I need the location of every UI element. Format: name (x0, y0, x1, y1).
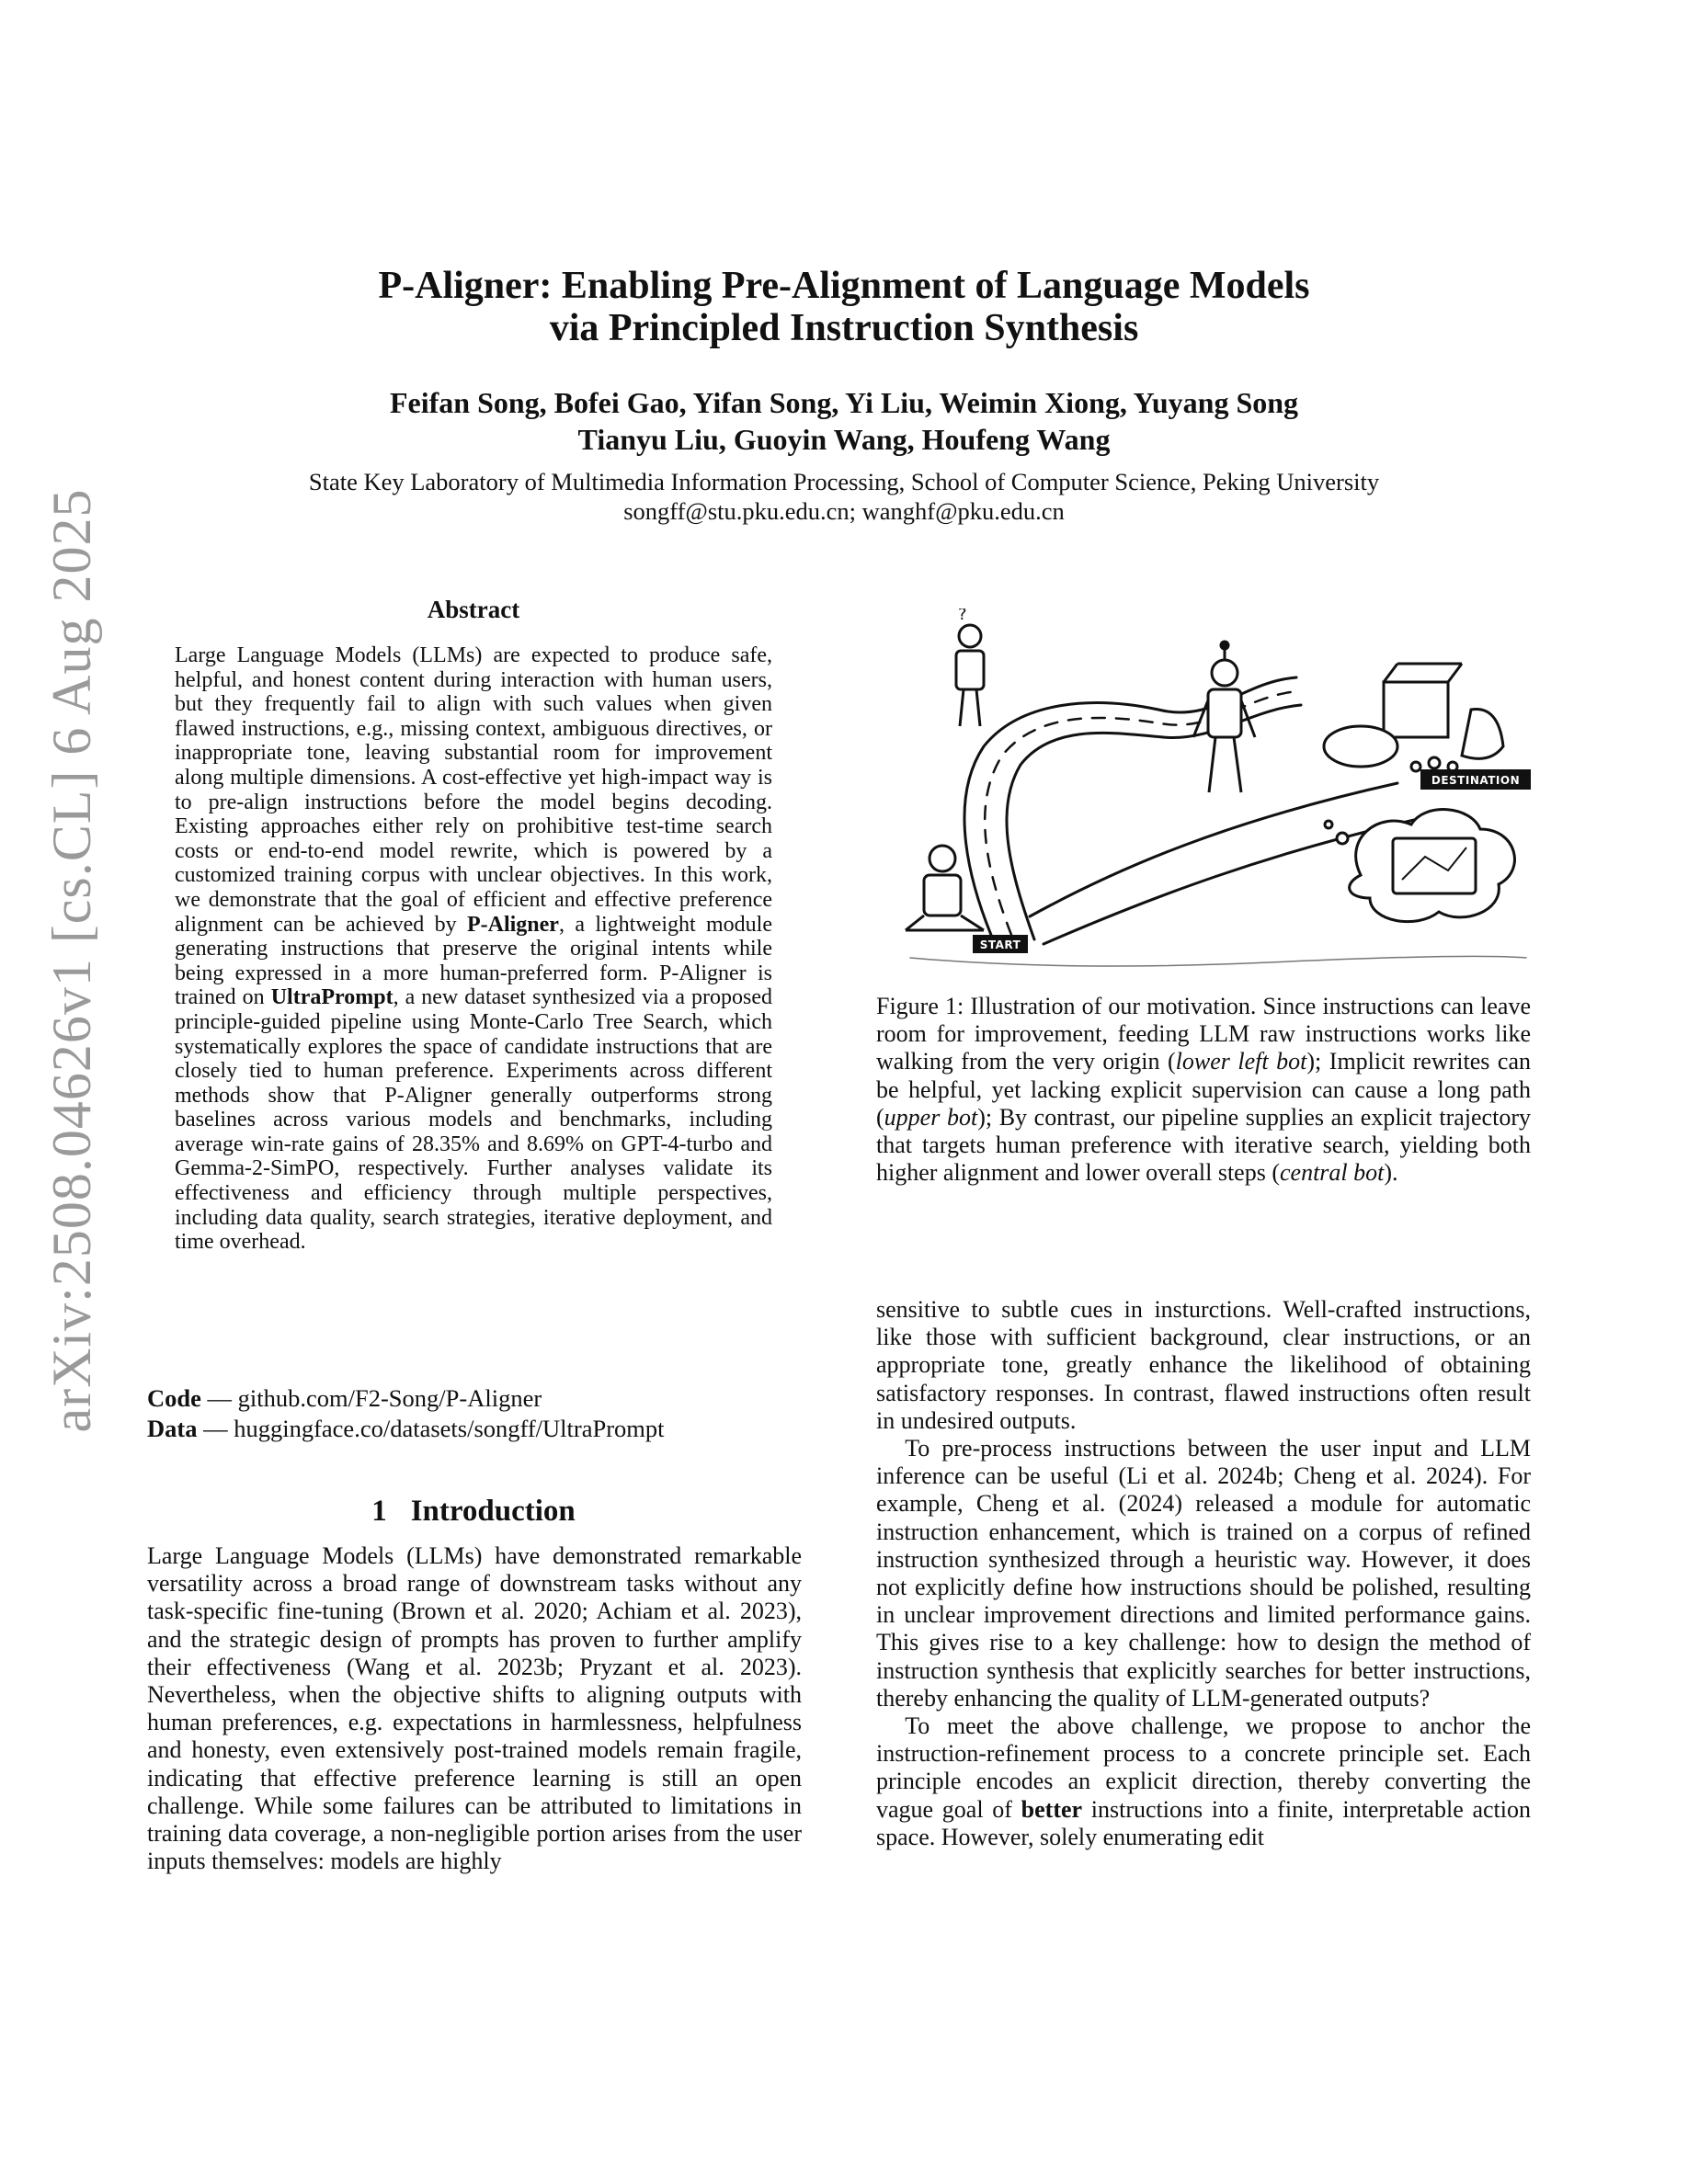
right-paragraph-1: sensitive to subtle cues in insturctions. Well-crafted instructions, like those with sufficient background, clear instructions, or an appropriate tone, greatly enhance the likelihood of obtaining satisfactory responses. In contrast, flawed instructions often result in undesired outputs. (876, 1296, 1531, 1434)
resource-links (147, 1383, 809, 1444)
abstract-text-3: , a new dataset synthesized via a proposed principle-guided pipeline using Monte-Carlo Tree Search, which systematically explores the space of candidate instructions that are closely tied to human preference. Experiments across different methods show that P-Aligner generally outperforms strong baselines across various models and benchmarks, including average win-rate gains of 28.35% and 8.69% on GPT-4-turbo and Gemma-2-SimPO, respectively. Further analyses validate its effectiveness and efficiency through multiple perspectives, including data quality, search strategies, iterative deployment, and time overhead. (175, 985, 772, 1255)
destination-label (1420, 769, 1531, 790)
authors-line-1: Feifan Song, Bofei Gao, Yifan Song, Yi Liu, Weimin Xiong, Yuyang Song (389, 386, 1299, 419)
abstract-body (175, 643, 772, 1255)
upper-robot (956, 609, 984, 726)
right-p3-text-c: instructions into a finite, interpretable action space. However, solely enumerating edit (876, 1795, 1531, 1850)
code-label: Code (147, 1384, 201, 1412)
arxiv-id: arXiv:2508.04626v1 [cs.CL] 6 Aug 2025 (41, 488, 102, 1433)
data-link-row[interactable] (147, 1414, 809, 1444)
arxiv-stamp (41, 488, 102, 1433)
caption-italic-central: central bot (1279, 1159, 1385, 1187)
map-thought-cloud (1325, 810, 1514, 922)
data-url[interactable]: — huggingface.co/datasets/songff/UltraPrompt (197, 1415, 665, 1442)
figure-1-illustration (883, 609, 1534, 974)
code-link-row[interactable] (147, 1383, 809, 1414)
lower-left-robot (906, 846, 984, 930)
intro-heading (147, 1495, 800, 1529)
right-p3-bold-better: better (1021, 1795, 1083, 1823)
intro-section-number: 1 (371, 1495, 387, 1528)
abstract-bold-ultraprompt: UltraPrompt (270, 985, 393, 1010)
code-url[interactable]: — github.com/F2-Song/P-Aligner (200, 1384, 542, 1412)
intro-paragraph: Large Language Models (LLMs) have demonstrated remarkable versatility across a broad range of downstream tasks without any task-specific fine-tuning (Brown et al. 2020; Achiam et al. 2023), and the strategic design of prompts has proven to further amplify their effectiveness (Wang et al. 2023b; Pryzant et al. 2023). Nevertheless, when the objective shifts to aligning outputs with human preferences, e.g. expectations in harmlessness, helpfulness and honesty, even extensively post-trained models remain fragile, indicating that effective preference learning is still an open challenge. While some failures can be attributed to limitations in training data coverage, a non-negligible portion arises from the user inputs themselves: models are highly (147, 1542, 802, 1875)
start-label (973, 935, 1028, 953)
affiliation-block (0, 467, 1688, 526)
abstract-heading: Abstract (427, 596, 520, 623)
direct-path-top-edge (1030, 783, 1397, 916)
figure-1-caption (876, 993, 1531, 1187)
title-line-2: via Principled Instruction Synthesis (549, 307, 1139, 349)
right-paragraph-2: To pre-process instructions between the user input and LLM inference can be useful (Li et al. 2024b; Cheng et al. 2024). For example, Cheng et al. (2024) released a module for automatic instruction enhancement, which is trained on a corpus of refined instruction synthesized through a heuristic way. However, it does not explicitly define how instructions should be polished, resulting in unclear improvement directions and limited performance gains. This gives rise to a key challenge: how to design the method of instruction synthesis that explicitly searches for better instructions, thereby enhancing the quality of LLM-generated outputs? (876, 1435, 1531, 1712)
caption-text-4: ). (1384, 1159, 1398, 1187)
authors (0, 384, 1688, 458)
caption-italic-upper: upper bot (884, 1103, 978, 1131)
abstract-text-1: Large Language Models (LLMs) are expected to produce safe, helpful, and honest content during interaction with human users, but they frequently fail to align with such values when given flawed instructions, e.g., missing context, ambiguous directives, or inappropriate tone, leaving substantial room for improvement along multiple dimensions. A cost-effective yet high-impact way is to pre-align instructions before the model begins decoding. Existing approaches either rely on prohibitive test-time search costs or end-to-end model rewrite, which is powered by a customized training corpus with unclear objectives. In this work, we demonstrate that the goal of efficient and effective preference alignment can be achieved by (175, 643, 772, 937)
intro-body (147, 1542, 802, 1875)
start-label-text: START (979, 938, 1021, 951)
robot-path-sketch (883, 609, 1534, 974)
intro-section-title: Introduction (410, 1495, 576, 1528)
affiliation: State Key Laboratory of Multimedia Information Processing, School of Computer Science, Peking University (308, 468, 1380, 495)
authors-line-2: Tianyu Liu, Guoyin Wang, Houfeng Wang (577, 423, 1111, 456)
destination-label-text: DESTINATION (1431, 774, 1521, 787)
right-column-body (876, 1296, 1531, 1851)
abstract-bold-paligner: P-Aligner (466, 912, 559, 937)
data-label: Data (147, 1415, 198, 1442)
paper-title (0, 265, 1688, 349)
right-p3-text-a: To meet the above challenge, we propose to anchor the instruction-refinement process to a concrete principle set. Each principle encodes an explicit direction, thereby converting the vague goal of (876, 1712, 1531, 1823)
central-robot (1193, 642, 1255, 792)
treasure-pile (1324, 664, 1503, 771)
title-line-1: P-Aligner: Enabling Pre-Alignment of Language Models (378, 265, 1310, 307)
svg-text:?: ? (958, 609, 967, 624)
caption-text-1: Figure 1: Illustration of our motivation. Since instructions can leave room for improvement, feeding LLM raw instructions works like walking from the very origin ( (876, 993, 1531, 1075)
caption-italic-lower-left: lower left bot (1175, 1048, 1307, 1075)
abstract-text-2: , a lightweight module generating instructions that preserve the original intents while being expressed in a more human-preferred form. P-Aligner is trained on (175, 912, 772, 1010)
ground-line (910, 956, 1526, 966)
caption-text-2: ); Implicit rewrites can be helpful, yet lacking explicit supervision can cause a long path ( (876, 1048, 1531, 1131)
emails: songff@stu.pku.edu.cn; wanghf@pku.edu.cn (623, 497, 1065, 525)
caption-text-3: ); By contrast, our pipeline supplies an explicit trajectory that targets human preference with iterative search, yielding both higher alignment and lower overall steps ( (876, 1103, 1531, 1187)
right-paragraph-3 (876, 1712, 1531, 1851)
